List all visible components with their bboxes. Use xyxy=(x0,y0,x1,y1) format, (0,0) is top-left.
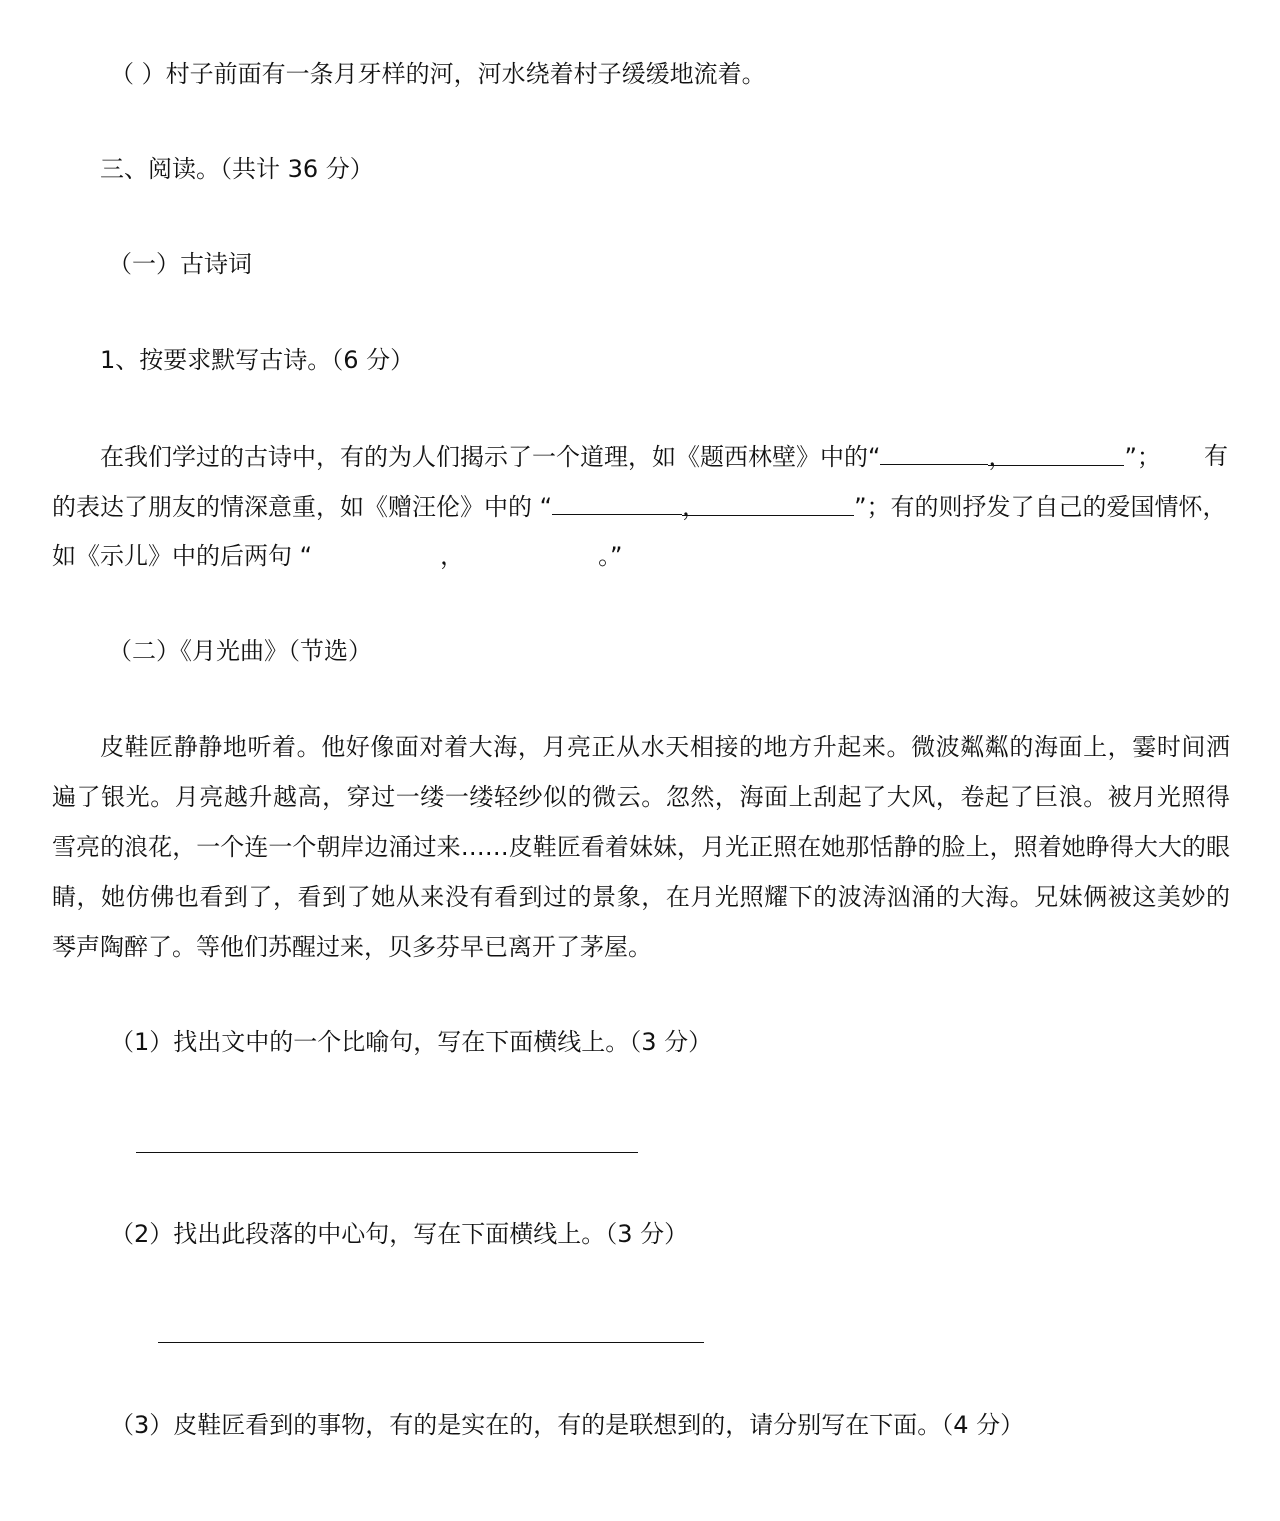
poem-fill-text: 的表达了朋友的情深意重，如《赠汪伦》中的 “ xyxy=(52,493,553,521)
part-title-moonlight-sonata: （二）《月光曲》（节选） xyxy=(108,637,372,665)
answer-blank-comma[interactable] xyxy=(682,491,854,521)
sub-question-1: （1）找出文中的一个比喻句，写在下面横线上。（3 分） xyxy=(110,1028,713,1056)
answer-line-2[interactable] xyxy=(158,1342,704,1343)
comma-text: ， xyxy=(682,493,707,521)
poem-fill-text: ”；有的则抒发了自己的爱国情怀， xyxy=(854,493,1227,521)
part-title-ancient-poems: （一）古诗词 xyxy=(108,250,252,278)
section-title-reading: 三、阅读。（共计 36 分） xyxy=(100,155,374,183)
poem-fill-line-1 xyxy=(100,440,1161,473)
poem-fill-text: 在我们学过的古诗中，有的为人们揭示了一个道理，如《题西林壁》中的“ xyxy=(100,443,881,471)
question-title-recite-poems: 1、按要求默写古诗。（6 分） xyxy=(100,346,415,374)
poem-fill-word: 有 xyxy=(1204,442,1228,470)
answer-line-1[interactable] xyxy=(136,1152,638,1153)
passage-line: 皮鞋匠静静地听着。他好像面对着大海，月亮正从水天相接的地方升起来。微波粼粼的海面上，霎时间洒 xyxy=(100,733,1230,761)
poem-fill-text: ”； xyxy=(1124,443,1161,471)
passage-line: 睛，她仿佛也看到了，看到了她从来没有看到过的景象，在月光照耀下的波涛汹涌的大海。兄妹俩被这美妙的 xyxy=(52,883,1230,911)
question-item-river: （ ）村子前面有一条月牙样的河，河水绕着村子缓缓地流着。 xyxy=(110,60,766,88)
answer-blank-comma[interactable] xyxy=(988,441,1124,471)
sub-question-2: （2）找出此段落的中心句，写在下面横线上。（3 分） xyxy=(110,1220,689,1248)
poem-fill-text: 。” xyxy=(598,542,623,570)
poem-fill-line-2 xyxy=(52,490,1227,523)
sub-question-3: （3）皮鞋匠看到的事物，有的是实在的，有的是联想到的，请分别写在下面。（4 分） xyxy=(110,1411,1025,1439)
poem-fill-line-3 xyxy=(52,540,623,572)
comma-text: ， xyxy=(988,443,1013,471)
comma-text: ， xyxy=(440,542,465,570)
answer-blank[interactable] xyxy=(880,440,988,465)
answer-blank[interactable] xyxy=(552,490,682,515)
passage-line: 雪亮的浪花，一个连一个朝岸边涌过来……皮鞋匠看着妹妹，月光正照在她那恬静的脸上，照着她睁得大大的眼 xyxy=(52,833,1230,861)
poem-fill-text: 如《示儿》中的后两句 “ xyxy=(52,542,313,570)
passage-line-last: 琴声陶醉了。等他们苏醒过来，贝多芬早已离开了茅屋。 xyxy=(52,933,652,961)
passage-line: 遍了银光。月亮越升越高，穿过一缕一缕轻纱似的微云。忽然，海面上刮起了大风，卷起了巨浪。被月光照得 xyxy=(52,783,1230,811)
